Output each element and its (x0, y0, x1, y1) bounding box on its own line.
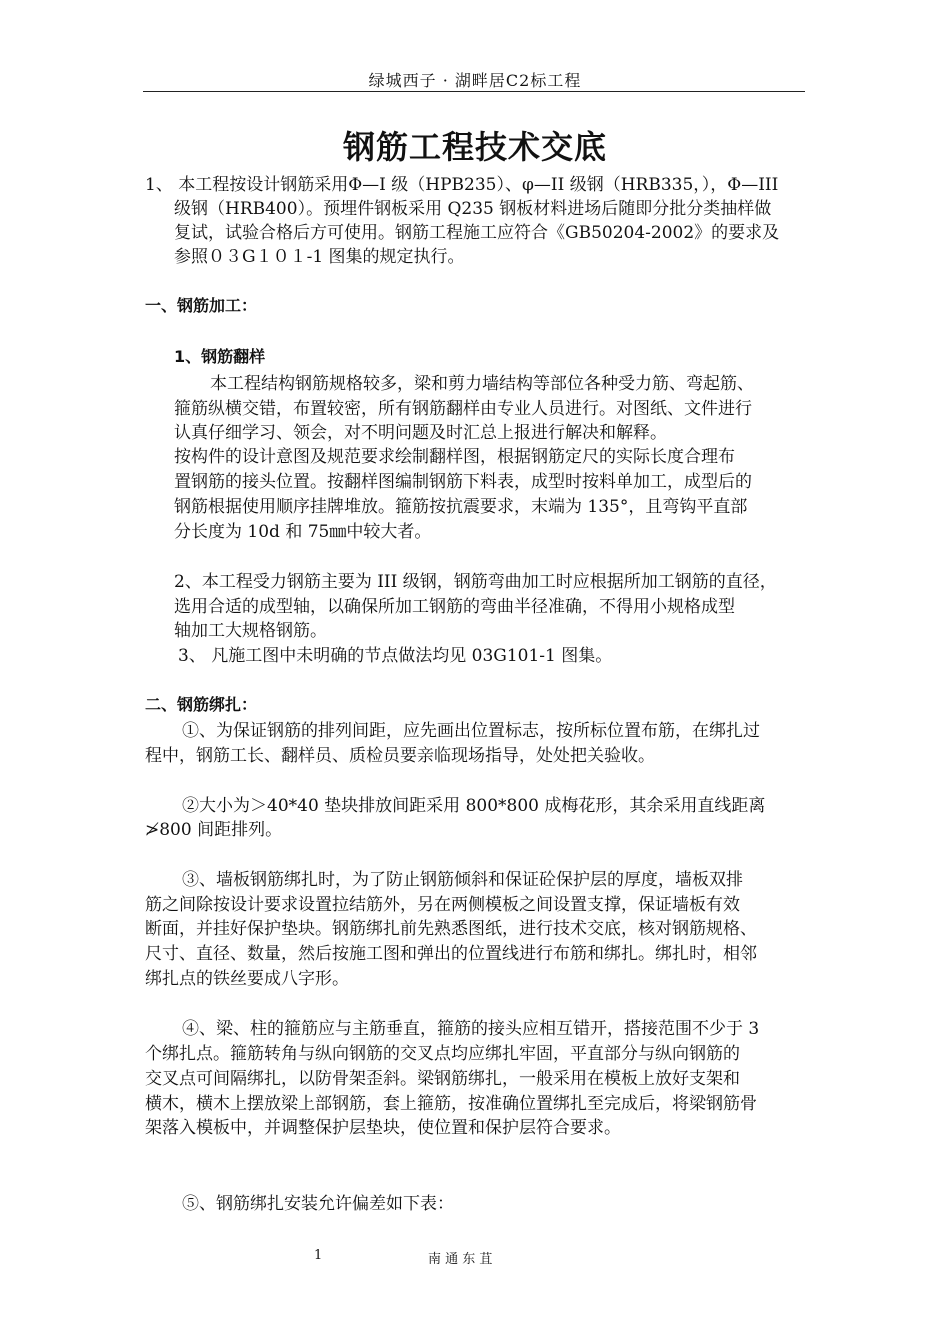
paragraph-line: 2、本工程受力钢筋主要为 III 级钢，钢筋弯曲加工时应根据所加工钢筋的直径， (174, 572, 777, 592)
list-item-line: 程中，钢筋工长、翻样员、质检员要亲临现场指导，处处把关验收。 (145, 746, 655, 766)
intro-line: 级钢（HRB400）。预埋件钢板采用 Q235 钢板材料进场后随即分批分类抽样做 (174, 199, 772, 219)
paragraph-line: 认真仔细学习、领会，对不明问题及时汇总上报进行解决和解释。 (174, 423, 667, 443)
section-heading: 二、钢筋绑扎： (145, 695, 258, 714)
intro-line: 1、 本工程按设计钢筋采用Φ—I 级（HPB235）、φ—II 级钢（HRB335，），Φ—III (145, 175, 779, 195)
list-item-line: 尺寸、直径、数量，然后按施工图和弹出的位置线进行布筋和绑扎。绑扎时，相邻 (145, 944, 757, 964)
paragraph-line: 分长度为 10d 和 75㎜中较大者。 (174, 522, 432, 542)
section-heading: 一、钢筋加工： (145, 296, 258, 315)
page-number: 1 (314, 1248, 323, 1263)
document-title: 钢筋工程技术交底 (342, 128, 607, 166)
page-header: 绿城西子 · 湖畔居C2标工程 (368, 71, 582, 90)
intro-line: 参照０３G１０１-1 图集的规定执行。 (174, 247, 465, 267)
list-item-line: ③、墙板钢筋绑扎时，为了防止钢筋倾斜和保证砼保护层的厚度，墙板双排 (182, 870, 743, 890)
footer-text: 南 通 东 苴 (428, 1252, 493, 1267)
paragraph-line: 3、 凡施工图中未明确的节点做法均见 03G101-1 图集。 (178, 646, 613, 666)
paragraph-line: 轴加工大规格钢筋。 (174, 621, 327, 641)
list-item-line: 交叉点可间隔绑扎，以防骨架歪斜。梁钢筋绑扎，一般采用在模板上放好支架和 (145, 1069, 740, 1089)
intro-line: 复试，试验合格后方可使用。钢筋工程施工应符合《GB50204-2002》的要求及 (174, 223, 780, 243)
list-item-line: 断面，并挂好保护垫块。钢筋绑扎前先熟悉图纸，进行技术交底，核对钢筋规格、 (145, 919, 757, 939)
list-item-line: 个绑扎点。箍筋转角与纵向钢筋的交叉点均应绑扎牢固，平直部分与纵向钢筋的 (145, 1044, 740, 1064)
list-item-line: 绑扎点的铁丝要成八字形。 (145, 969, 349, 989)
header-rule (143, 91, 805, 92)
list-item-line: ≯800 间距排列。 (145, 820, 283, 840)
subsection-heading: 1、钢筋翻样 (174, 347, 266, 366)
list-item-line: 横木，横木上摆放梁上部钢筋，套上箍筋，按准确位置绑扎至完成后，将梁钢筋骨 (145, 1094, 757, 1114)
list-item-line: 架落入模板中，并调整保护层垫块，使位置和保护层符合要求。 (145, 1118, 621, 1138)
list-item-line: ⑤、钢筋绑扎安装允许偏差如下表： (182, 1194, 454, 1214)
paragraph-line: 本工程结构钢筋规格较多，梁和剪力墙结构等部位各种受力筋、弯起筋、 (210, 374, 754, 394)
paragraph-line: 置钢筋的接头位置。按翻样图编制钢筋下料表，成型时按料单加工，成型后的 (174, 472, 752, 492)
paragraph-line: 选用合适的成型轴，以确保所加工钢筋的弯曲半径准确，不得用小规格成型 (174, 597, 735, 617)
paragraph-line: 钢筋根据使用顺序挂牌堆放。箍筋按抗震要求，末端为 135°，且弯钩平直部 (174, 497, 748, 517)
list-item-line: ④、梁、柱的箍筋应与主筋垂直，箍筋的接头应相互错开，搭接范围不少于 3 (182, 1019, 760, 1039)
paragraph-line: 按构件的设计意图及规范要求绘制翻样图，根据钢筋定尺的实际长度合理布 (174, 447, 735, 467)
list-item-line: 筋之间除按设计要求设置拉结筋外，另在两侧模板之间设置支撑，保证墙板有效 (145, 895, 740, 915)
list-item-line: ①、为保证钢筋的排列间距，应先画出位置标志，按所标位置布筋，在绑扎过 (182, 721, 760, 741)
list-item-line: ②大小为＞40*40 垫块排放间距采用 800*800 成梅花形，其余采用直线距离 (182, 796, 766, 816)
paragraph-line: 箍筋纵横交错，布置较密，所有钢筋翻样由专业人员进行。对图纸、文件进行 (174, 399, 752, 419)
